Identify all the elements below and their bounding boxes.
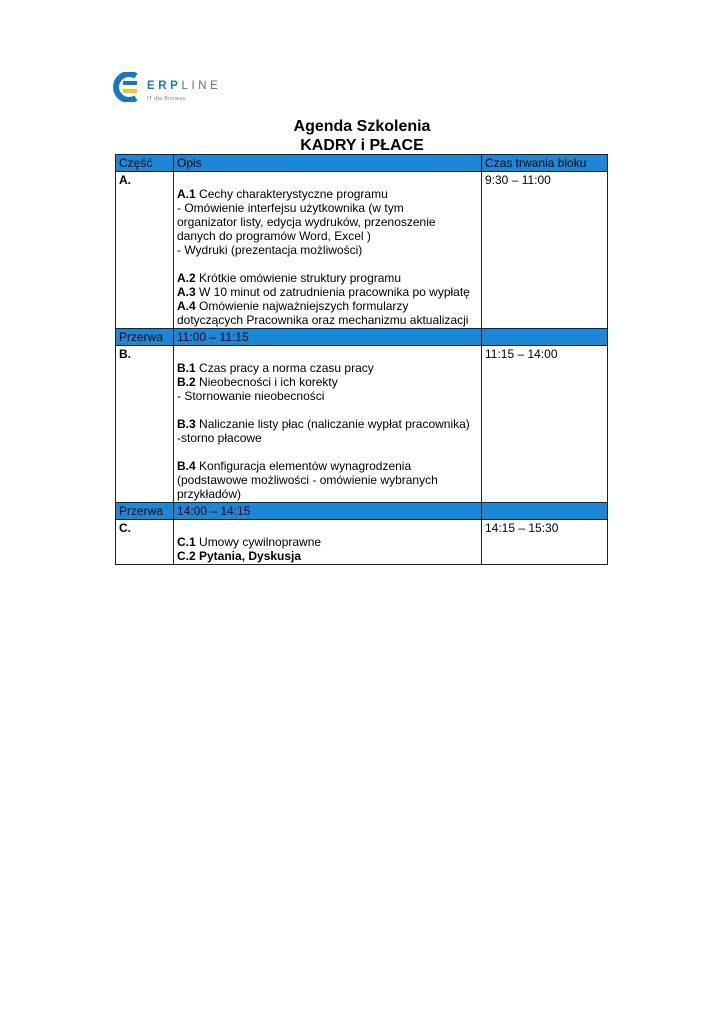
agenda-line: A.2 Krótkie omówienie struktury programu [177,271,402,285]
agenda-line: (podstawowe możliwości - omówienie wybranych [177,473,438,487]
page-subtitle: KADRY i PŁACE [300,137,424,154]
section-part-cell: B. [116,346,174,503]
table-row-section-b [116,346,608,503]
agenda-line: - Omówienie interfejsu użytkownika (w tym [177,201,404,215]
agenda-line: przykładów) [177,487,242,501]
break-time-cell: 11:00 – 11:15 [174,329,482,346]
break-time-cell: 14:00 – 14:15 [174,503,482,520]
logo-wordmark: ERPLINE [147,80,222,92]
section-part-cell: C. [116,520,174,565]
agenda-line: A.4 Omówienie najważniejszych formularzy [177,299,409,313]
section-description-cell [174,172,482,329]
section-time-cell: 14:15 – 15:30 [482,520,608,565]
agenda-line: A.3 W 10 minut od zatrudnienia pracownika po wypłatę [177,285,470,299]
break-empty-cell [482,503,608,520]
agenda-line: organizator listy, edycja wydruków, przenoszenie [177,215,436,229]
table-row-section-c [116,520,608,565]
erpline-logo [113,72,253,112]
agenda-line: C.2 Pytania, Dyskusja [177,549,302,563]
agenda-line: C.1 Umowy cywilnoprawne [177,535,322,549]
agenda-table [115,154,608,565]
agenda-line: A.1 Cechy charakterystyczne programu [177,187,388,201]
section-description-cell [174,520,482,565]
agenda-line: B.3 Naliczanie listy płac (naliczanie wypłat pracownika) [177,417,470,431]
header-cell-description: Opis [174,155,482,172]
erpline-logo-icon [113,72,143,102]
table-row-section-a [116,172,608,329]
agenda-line: - Stornowanie nieobecności [177,389,325,403]
table-header-row [116,155,608,172]
agenda-line: - Wydruki (prezentacja możliwości) [177,243,363,257]
page-title: Agenda Szkolenia [293,118,431,135]
header-cell-duration: Czas trwania bloku [482,155,608,172]
agenda-line: B.4 Konfiguracja elementów wynagrodzenia [177,459,412,473]
section-description-cell [174,346,482,503]
agenda-line: B.1 Czas pracy a norma czasu pracy [177,361,374,375]
table-row-break [116,329,608,346]
section-time-cell: 9:30 – 11:00 [482,172,608,329]
table-row-break [116,503,608,520]
break-label-cell: Przerwa [116,329,174,346]
break-label-cell: Przerwa [116,503,174,520]
logo-tagline: IT dla Biznesu [147,96,186,102]
break-empty-cell [482,329,608,346]
agenda-line: danych do programów Word, Excel ) [177,229,371,243]
agenda-line: dotyczących Pracownika oraz mechanizmu aktualizacji [177,313,469,327]
section-part-cell: A. [116,172,174,329]
agenda-line: -storno płacowe [177,431,262,445]
section-time-cell: 11:15 – 14:00 [482,346,608,503]
header-cell-part: Część [116,155,174,172]
agenda-line: B.2 Nieobecności i ich korekty [177,375,338,389]
